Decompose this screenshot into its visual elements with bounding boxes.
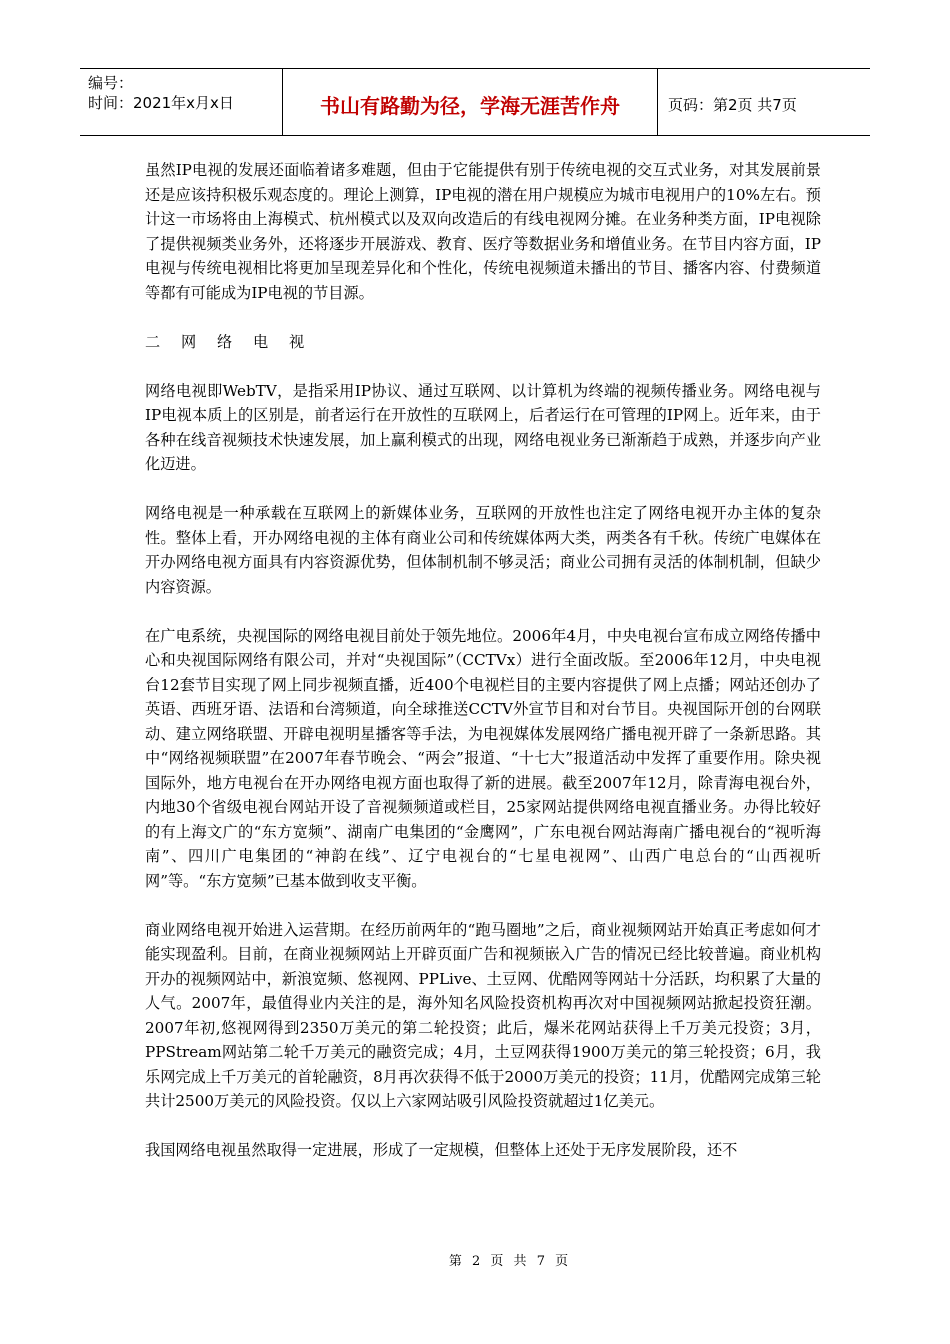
paragraph-web-tv-operators: 网络电视是一种承载在互联网上的新媒体业务，互联网的开放性也注定了网络电视开办主体的复杂性。整体上看，开办网络电视的主体有商业公司和传统媒体两大类，两类各有千秋。传统广电媒体在开办网络电视方面具有内容资源优势，但体制机制不够灵活；商业公司拥有灵活的体制机制，但缺少内容资源。 xyxy=(145,504,821,596)
paragraph-web-tv-status: 我国网络电视虽然取得一定进展，形成了一定规模，但整体上还处于无序发展阶段，还不 xyxy=(145,1141,738,1159)
document-date: 时间：2021年x月x日 xyxy=(88,94,234,112)
paragraph-broadcast-system: 在广电系统，央视国际的网络电视目前处于领先地位。2006年4月，中央电视台宣布成立网络传播中心和央视国际网络有限公司，并对“央视国际”（CCTVx）进行全面改版。至2006年12月，中央电视台12套节目实现了网上同步视频直播，近400个电视栏目的主要内容提供了网上点播；网站还创办了英语、西班牙语、法语和台湾频道，向全球推送CCTV外宣节目和对台节目。央视国际开创的台网联动、建立网络联盟、开辟电视明星播客等手法，为电视媒体发展网络广播电视开辟了一条新思路。其中“网络视频联盟”在2007年春节晚会、“两会”报道、“十七大”报道活动中发挥了重要作用。除央视国际外，地方电视台在开办网络电视方面也取得了新的进展。截至2007年12月，除青海电视台外，内地30个省级电视台网站开设了音视频频道或栏目，25家网站提供网络电视直播业务。办得比较好的有上海文广的“东方宽频”、湖南广电集团的“金鹰网”，广东电视台网站海南广播电视台的“视听海南”、四川广电集团的“神韵在线”、辽宁电视台的“七星电视网”、山西广电总台的“山西视听网”等。“东方宽频”已基本做到收支平衡。 xyxy=(145,626,821,890)
document-body xyxy=(145,158,821,1163)
document-number-label: 编号： xyxy=(88,74,134,92)
page-footer: 第 2 页 共 7 页 xyxy=(448,1254,572,1269)
paragraph-ip-tv-outlook: 虽然IP电视的发展还面临着诸多难题，但由于它能提供有别于传统电视的交互式业务，对其发展前景还是应该持积极乐观态度的。理论上测算，IP电视的潜在用户规模应为城市电视用户的10%左右。预计这一市场将由上海模式、杭州模式以及双向改造后的有线电视网分摊。在业务种类方面，IP电视除了提供视频类业务外，还将逐步开展游戏、教育、医疗等数据业务和增值业务。在节目内容方面，IP电视与传统电视相比将更加呈现差异化和个性化，传统电视频道未播出的节目、播客内容、付费频道等都有可能成为IP电视的节目源。 xyxy=(145,161,821,302)
section-heading-web-tv: 二 网 络 电 视 xyxy=(145,332,313,351)
header-page-info: 页码：第2页 共7页 xyxy=(668,95,797,114)
header-meta xyxy=(80,69,283,135)
header-motto: 书山有路勤为径，学海无涯苦作舟 xyxy=(283,69,658,135)
page-header xyxy=(80,68,870,136)
paragraph-web-tv-definition: 网络电视即WebTV，是指采用IP协议、通过互联网、以计算机为终端的视频传播业务。网络电视与IP电视本质上的区别是，前者运行在开放性的互联网上，后者运行在可管理的IP网上。近年来，由于各种在线音视频技术快速发展，加上赢利模式的出现，网络电视业务已渐渐趋于成熟，并逐步向产业化迈进。 xyxy=(145,381,821,473)
paragraph-commercial-web-tv: 商业网络电视开始进入运营期。在经历前两年的“跑马圈地”之后，商业视频网站开始真正考虑如何才能实现盈利。目前，在商业视频网站上开辟页面广告和视频嵌入广告的情况已经比较普遍。商业机构开办的视频网站中，新浪宽频、悠视网、PPLive、土豆网、优酷网等网站十分活跃，均积累了大量的人气。2007年，最值得业内关注的是，海外知名风险投资机构再次对中国视频网站掀起投资狂潮。2007年初,悠视网得到2350万美元的第二轮投资；此后，爆米花网站获得上千万美元投资；3月，PPStream网站第二轮千万美元的融资完成；4月，土豆网获得1900万美元的第三轮投资；6月，我乐网完成上千万美元的首轮融资，8月再次获得不低于2000万美元的投资；11月，优酷网完成第三轮共计2500万美元的风险投资。仅以上六家网站吸引风险投资就超过1亿美元。 xyxy=(145,920,821,1110)
